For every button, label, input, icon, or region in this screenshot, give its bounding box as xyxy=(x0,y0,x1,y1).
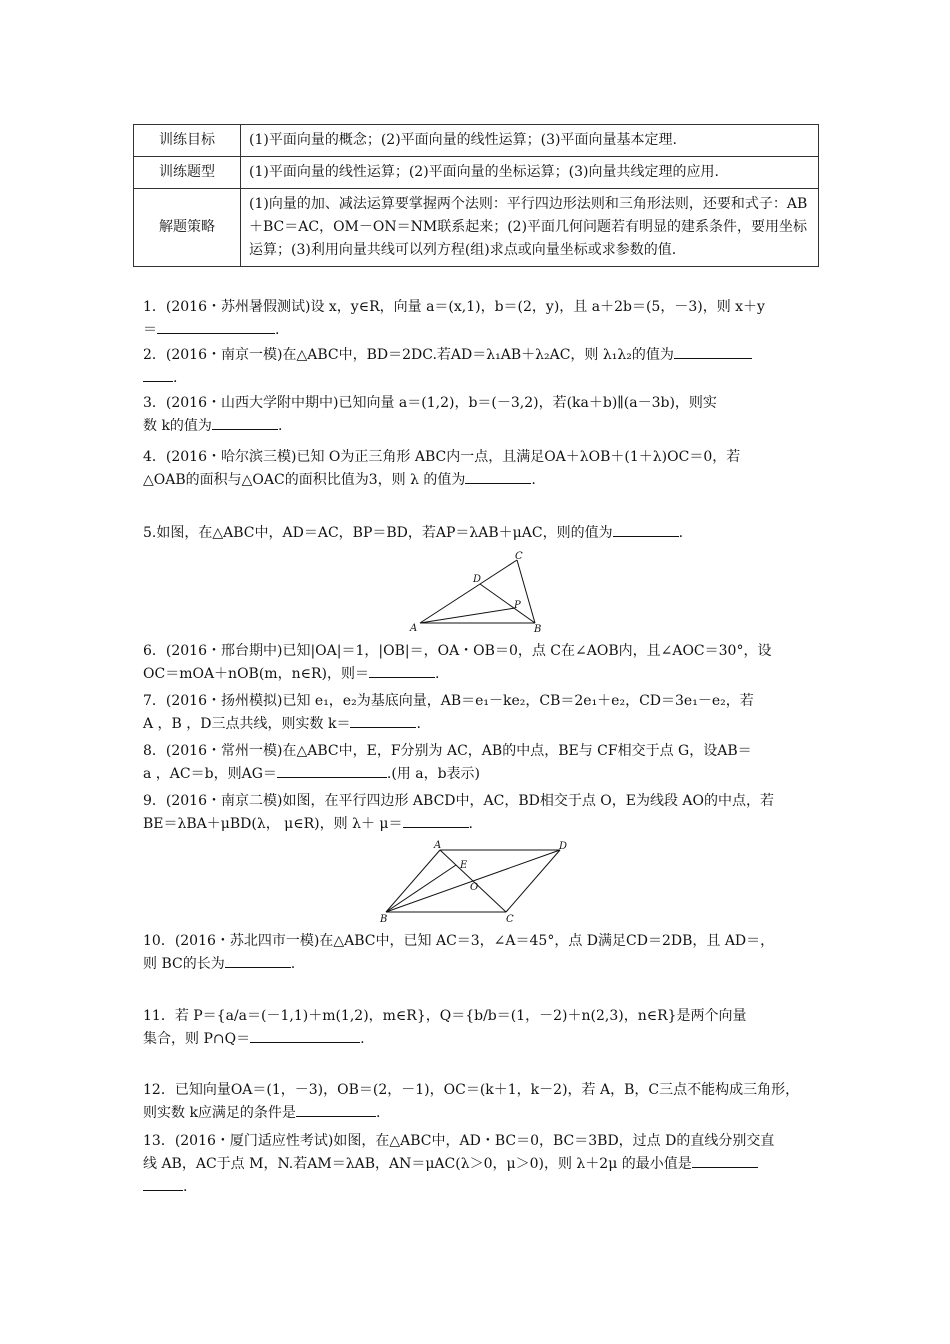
problem-12 xyxy=(143,1079,813,1125)
point-label: O xyxy=(470,882,479,893)
point-label: A xyxy=(410,623,418,634)
answer-blank[interactable] xyxy=(296,1102,376,1117)
triangle-figure xyxy=(405,550,550,635)
answer-blank[interactable] xyxy=(157,319,275,334)
problem-8 xyxy=(143,740,813,786)
problem-text: 11．若 P＝{a/a＝(－1,1)＋m(1,2)，m∈R}，Q＝{b/b＝(1，－2)＋n(2,3)，n∈R}是两个向量 xyxy=(143,1008,747,1024)
problem-5 xyxy=(143,522,813,545)
problem-text: A ，B ，D三点共线，则实数 k＝ xyxy=(143,716,351,732)
answer-blank[interactable] xyxy=(692,1153,758,1168)
point-label: C xyxy=(506,914,514,925)
answer-blank[interactable] xyxy=(350,713,416,728)
problem-13 xyxy=(143,1130,813,1199)
problem-text: 集合，则 P∩Q＝ xyxy=(143,1031,251,1047)
answer-blank[interactable] xyxy=(143,1176,183,1191)
problem-text: . xyxy=(531,472,536,488)
problem-6 xyxy=(143,640,813,686)
problem-text: 数 k的值为 xyxy=(143,418,212,434)
problem-text: . xyxy=(468,816,473,832)
problem-text: 则 BC的长为 xyxy=(143,956,225,972)
table-content: (1)平面向量的线性运算；(2)平面向量的坐标运算；(3)向量共线定理的应用. xyxy=(241,157,819,189)
answer-blank[interactable] xyxy=(613,522,679,537)
problem-11 xyxy=(143,1005,813,1051)
point-label: A xyxy=(434,840,442,851)
problem-text: 5.如图，在△ABC中，AD＝AC，BP＝BD，若AP＝λAB＋μAC，则的值为 xyxy=(143,525,613,541)
segment-CB xyxy=(517,560,535,623)
point-label: D xyxy=(473,574,482,585)
problem-text: . xyxy=(678,525,684,541)
problem-text: . xyxy=(183,1179,188,1195)
problem-3 xyxy=(143,392,813,438)
problem-text: 7．(2016・扬州模拟)已知 e₁，e₂为基底向量，AB＝e₁－ke₂，CB＝2e₁＋e₂，CD＝3e₁－e₂，若 xyxy=(143,693,754,709)
point-label: E xyxy=(460,860,468,871)
table-content: (1)平面向量的概念；(2)平面向量的线性运算；(3)平面向量基本定理. xyxy=(241,125,819,157)
problem-9 xyxy=(143,790,813,836)
problem-text: . xyxy=(173,370,178,386)
table-row xyxy=(134,157,819,189)
point-label: C xyxy=(515,551,523,562)
segment-DB xyxy=(480,584,535,623)
problem-text: 2．(2016・南京一模)在△ABC中，BD＝2DC.若AD＝λ₁AB＋λ₂AC，则 λ₁λ₂的值为 xyxy=(143,347,674,363)
problem-text: . xyxy=(360,1031,365,1047)
answer-blank[interactable] xyxy=(212,415,278,430)
table-content: (1)向量的加、减法运算要掌握两个法则：平行四边形法则和三角形法则，还要和式子：AB＋BC＝AC，OM－ON＝NM联系起来；(2)平面几何问题若有明显的建系条件，要用坐标运算；(3)利用向量共线可以列方程(组)求点或向量坐标或求参数的值. xyxy=(241,189,819,267)
parallelogram-figure xyxy=(372,838,577,926)
table-label: 训练题型 xyxy=(134,157,241,189)
answer-blank[interactable] xyxy=(250,1028,360,1043)
table-row xyxy=(134,189,819,267)
answer-blank[interactable] xyxy=(403,813,469,828)
answer-blank[interactable] xyxy=(225,953,291,968)
problem-text: . xyxy=(275,322,280,338)
table-label: 解题策略 xyxy=(134,189,241,267)
problem-text: . xyxy=(277,418,283,434)
problem-text: ＝ xyxy=(143,322,157,338)
segment-AP xyxy=(420,608,515,623)
problem-4 xyxy=(143,446,813,492)
problem-text: .(用 a，b表示) xyxy=(386,766,481,782)
problem-text: 1．(2016・苏州暑假测试)设 x，y∈R，向量 a＝(x,1)，b＝(2，y)，且 a＋2b＝(5，－3)，则 x＋y xyxy=(143,299,765,315)
problem-text: 8．(2016・常州一模)在△ABC中，E，F分别为 AC，AB的中点，BE与 CF相交于点 G，设AB＝ xyxy=(143,743,752,759)
point-label: P xyxy=(514,600,521,611)
point-label: B xyxy=(534,624,542,635)
problem-text: 线 AB，AC于点 M，N.若AM＝λAB，AN＝μAC(λ＞0，μ＞0)，则 λ＋2μ 的最小值是 xyxy=(143,1156,692,1172)
problem-text: 3．(2016・山西大学附中期中)已知向量 a＝(1,2)，b＝(－3,2)，若(ka＋b)∥(a－3b)，则实 xyxy=(143,395,717,411)
problem-text: . xyxy=(375,1105,381,1121)
problem-text: 13．(2016・厦门适应性考试)如图，在△ABC中，AD・BC＝0，BC＝3BD，过点 D的直线分别交直 xyxy=(143,1133,775,1149)
problem-text: 9．(2016・南京二模)如图，在平行四边形 ABCD中，AC，BD相交于点 O，E为线段 AO的中点，若 xyxy=(143,793,775,809)
point-label: B xyxy=(380,914,388,925)
problem-text: 12．已知向量OA＝(1，－3)，OB＝(2，－1)，OC＝(k＋1，k－2)，若 A，B，C三点不能构成三角形， xyxy=(143,1082,800,1098)
training-info-table xyxy=(133,124,819,267)
problem-text: BE＝λBA＋μBD(λ， μ∈R)，则 λ＋ μ＝ xyxy=(143,816,403,832)
answer-blank[interactable] xyxy=(143,367,173,382)
problem-text: . xyxy=(290,956,296,972)
problem-7 xyxy=(143,690,813,736)
problem-text: 4．(2016・哈尔滨三模)已知 O为正三角形 ABC内一点，且满足OA＋λOB＋(1＋λ)OC＝0，若 xyxy=(143,449,741,465)
problem-text: 6．(2016・邢台期中)已知|OA|＝1，|OB|＝，OA・OB＝0，点 C在∠AOB内，且∠AOC＝30°，设 xyxy=(143,643,772,659)
problem-10 xyxy=(143,930,813,976)
segment-BD xyxy=(386,850,560,912)
problem-text: 则实数 k应满足的条件是 xyxy=(143,1105,296,1121)
answer-blank[interactable] xyxy=(369,663,435,678)
problem-text: △OAB的面积与△OAC的面积比值为3，则 λ 的值为 xyxy=(143,472,466,488)
answer-blank[interactable] xyxy=(277,763,387,778)
problem-1 xyxy=(143,296,813,342)
problem-text: . xyxy=(416,716,421,732)
answer-blank[interactable] xyxy=(674,344,752,359)
problem-text: 10．(2016・苏北四市一模)在△ABC中，已知 AC＝3，∠A＝45°，点 D满足CD＝2DB，且 AD＝， xyxy=(143,933,775,949)
problem-text: . xyxy=(434,666,440,682)
problem-text: OC＝mOA＋nOB(m，n∈R)，则＝ xyxy=(143,666,369,682)
problem-2 xyxy=(143,344,813,390)
problem-text: a ，AC＝b，则AG＝ xyxy=(143,766,277,782)
table-label: 训练目标 xyxy=(134,125,241,157)
segment-AC xyxy=(420,560,517,623)
point-label: D xyxy=(559,841,568,852)
answer-blank[interactable] xyxy=(465,469,531,484)
table-row xyxy=(134,125,819,157)
